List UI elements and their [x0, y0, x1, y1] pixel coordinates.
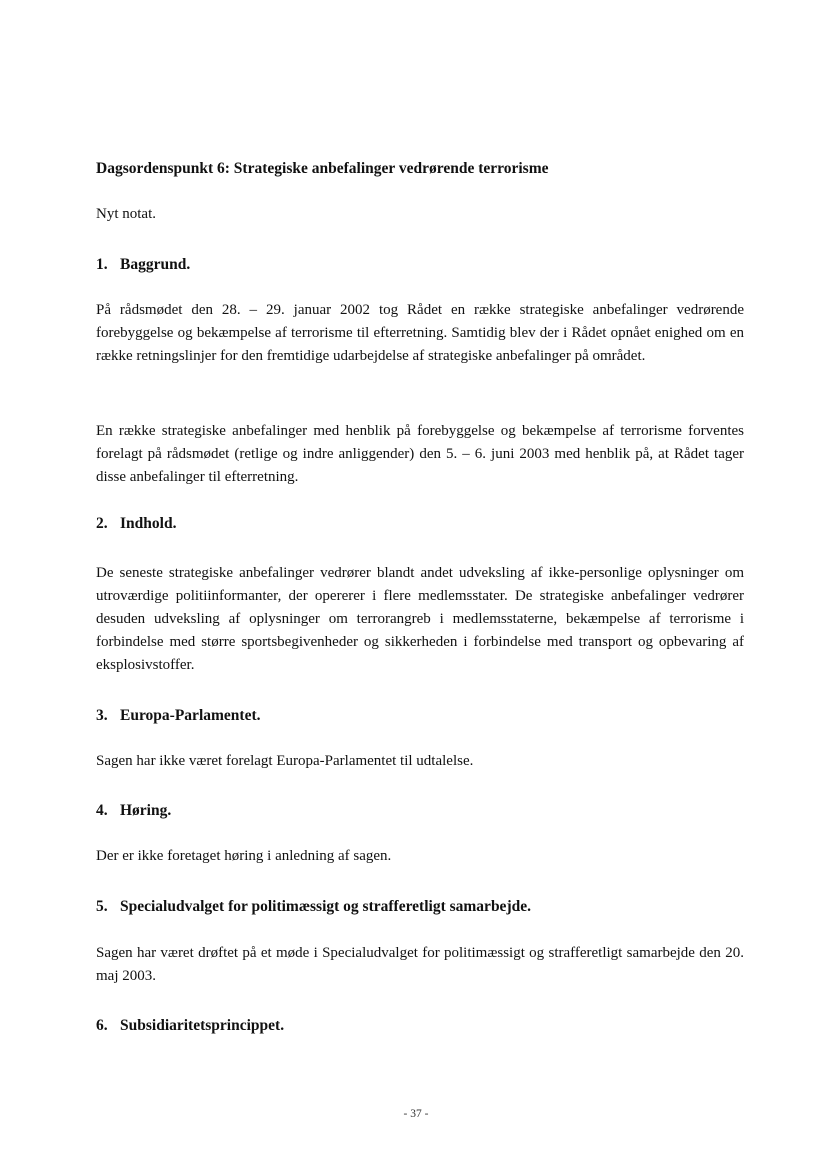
section-heading-indhold	[96, 512, 744, 535]
section-heading-europa-parlamentet	[96, 704, 744, 727]
section-number: 4.	[96, 802, 108, 819]
section-number: 6.	[96, 1017, 108, 1034]
section-number: 1.	[96, 256, 108, 273]
section-title: Høring.	[120, 802, 172, 819]
paragraph-hoering-1: Der er ikke foretaget høring i anledning af sagen.	[96, 848, 392, 864]
document-title: Dagsordenspunkt 6: Strategiske anbefalinger vedrørende terrorisme	[96, 160, 549, 177]
page-number: - 37 -	[403, 1108, 429, 1120]
section-heading-baggrund	[96, 253, 744, 276]
section-heading-subsidiaritetsprincippet	[96, 1014, 744, 1037]
section-title: Europa-Parlamentet.	[120, 707, 261, 724]
section-heading-specialudvalget	[96, 895, 744, 918]
section-title: Baggrund.	[120, 256, 191, 273]
section-title: Specialudvalget for politimæssigt og strafferetligt samarbejde.	[120, 898, 531, 915]
section-number: 5.	[96, 898, 108, 915]
paragraph-europa-parlamentet-1: Sagen har ikke været forelagt Europa-Parlamentet til udtalelse.	[96, 753, 474, 769]
section-title: Indhold.	[120, 515, 177, 532]
paragraph-baggrund-1: På rådsmødet den 28. – 29. januar 2002 tog Rådet en række strategiske anbefalinger vedrørende forebyggelse og bekæmpelse af terrorisme til efterretning. Samtidig blev der i Rådet opnået enighed om en række retningslinjer for den fremtidige udarbejdelse af strategiske anbefalinger på området.	[96, 302, 744, 364]
note-text: Nyt notat.	[96, 206, 156, 222]
section-number: 2.	[96, 515, 108, 532]
section-heading-hoering	[96, 799, 744, 822]
section-number: 3.	[96, 707, 108, 724]
paragraph-specialudvalget-1: Sagen har været drøftet på et møde i Specialudvalget for politimæssigt og strafferetligt samarbejde den 20. maj 2003.	[96, 945, 744, 984]
section-title: Subsidiaritetsprincippet.	[120, 1017, 285, 1034]
paragraph-indhold-1: De seneste strategiske anbefalinger vedrører blandt andet udveksling af ikke-personlige oplysninger om utroværdige politiinformanter, der opererer i flere medlemsstater. De strategiske anbefalinger vedrører desuden udveksling af oplysninger om terrorangreb i medlemsstaterne, bekæmpelse af terrorisme i forbindelse med større sportsbegivenheder og sikkerheden i forbindelse med transport og opbevaring af eksplosivstoffer.	[96, 565, 744, 673]
paragraph-baggrund-2: En række strategiske anbefalinger med henblik på forebyggelse og bekæmpelse af terrorisme forventes forelagt på rådsmødet (retlige og indre anliggender) den 5. – 6. juni 2003 med henblik på, at Rådet tager disse anbefalinger til efterretning.	[96, 423, 744, 485]
